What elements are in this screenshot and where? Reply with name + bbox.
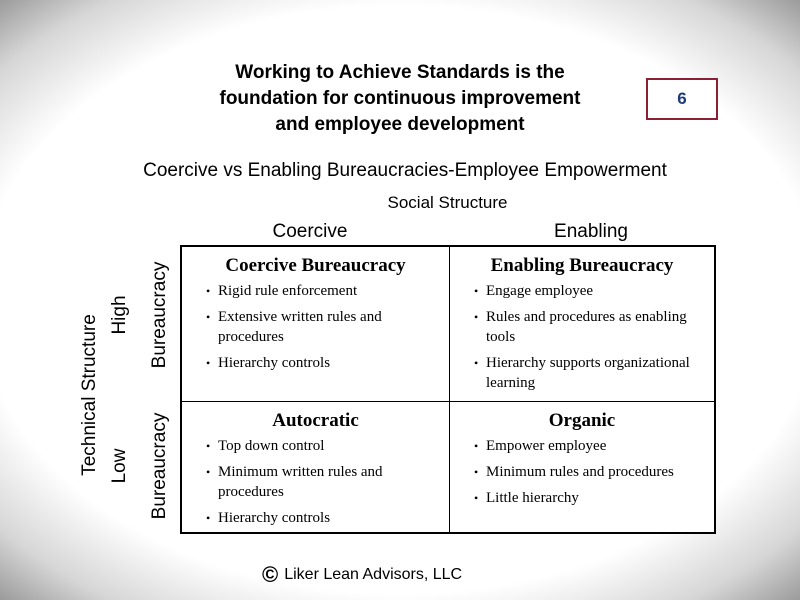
page-number-box: [646, 78, 718, 120]
quadrant-bullets: [208, 436, 443, 528]
slide-subtitle: Coercive vs Enabling Bureaucracies-Employee Empowerment: [143, 160, 667, 181]
row-label-high: High: [109, 295, 130, 335]
quadrant-autocratic: [182, 402, 450, 534]
bullet-item: • Top down control: [208, 436, 443, 456]
title-line-3: and employee development: [275, 114, 525, 135]
quadrant-heading: Enabling Bureaucracy: [490, 255, 674, 276]
title-line-2: foundation for continuous improvement: [219, 88, 581, 109]
column-header-coercive: Coercive: [272, 221, 348, 242]
bullet-item: • Minimum written rules and procedures: [208, 462, 443, 502]
row-label-low-bureaucracy: Bureaucracy: [149, 412, 170, 520]
quadrant-bullets: [476, 436, 708, 508]
title-line-1: Working to Achieve Standards is the: [235, 62, 565, 83]
bullet-item: • Rigid rule enforcement: [208, 281, 443, 301]
copyright-icon: ©: [262, 562, 279, 587]
bullet-item: • Hierarchy supports organizational learning: [476, 353, 708, 393]
quadrant-bullets: [476, 281, 708, 393]
bullet-item: • Rules and procedures as enabling tools: [476, 307, 708, 347]
footer: [262, 564, 462, 586]
slide-title: [170, 60, 630, 138]
footer-text: Liker Lean Advisors, LLC: [284, 566, 463, 583]
quadrant-bullets: [208, 281, 443, 373]
quadrant-heading: Autocratic: [272, 410, 359, 431]
quadrant-heading: Organic: [548, 410, 616, 431]
bullet-item: • Minimum rules and procedures: [476, 462, 708, 482]
social-structure-label: Social Structure: [387, 193, 508, 212]
quadrant-enabling-bureaucracy: [450, 247, 714, 402]
technical-structure-label: Technical Structure: [79, 314, 100, 476]
bullet-item: • Hierarchy controls: [208, 353, 443, 373]
column-header-enabling: Enabling: [554, 221, 628, 242]
row-label-low: Low: [109, 448, 130, 484]
bullet-item: • Extensive written rules and procedures: [208, 307, 443, 347]
bullet-item: • Hierarchy controls: [208, 508, 443, 528]
bureaucracy-matrix: [180, 245, 716, 534]
page-number: 6: [677, 89, 687, 108]
row-label-high-bureaucracy: Bureaucracy: [149, 261, 170, 369]
bullet-item: • Little hierarchy: [476, 488, 708, 508]
quadrant-organic: [450, 402, 714, 534]
quadrant-coercive-bureaucracy: [182, 247, 450, 402]
quadrant-heading: Coercive Bureaucracy: [225, 255, 406, 276]
bullet-item: • Empower employee: [476, 436, 708, 456]
bullet-item: • Engage employee: [476, 281, 708, 301]
